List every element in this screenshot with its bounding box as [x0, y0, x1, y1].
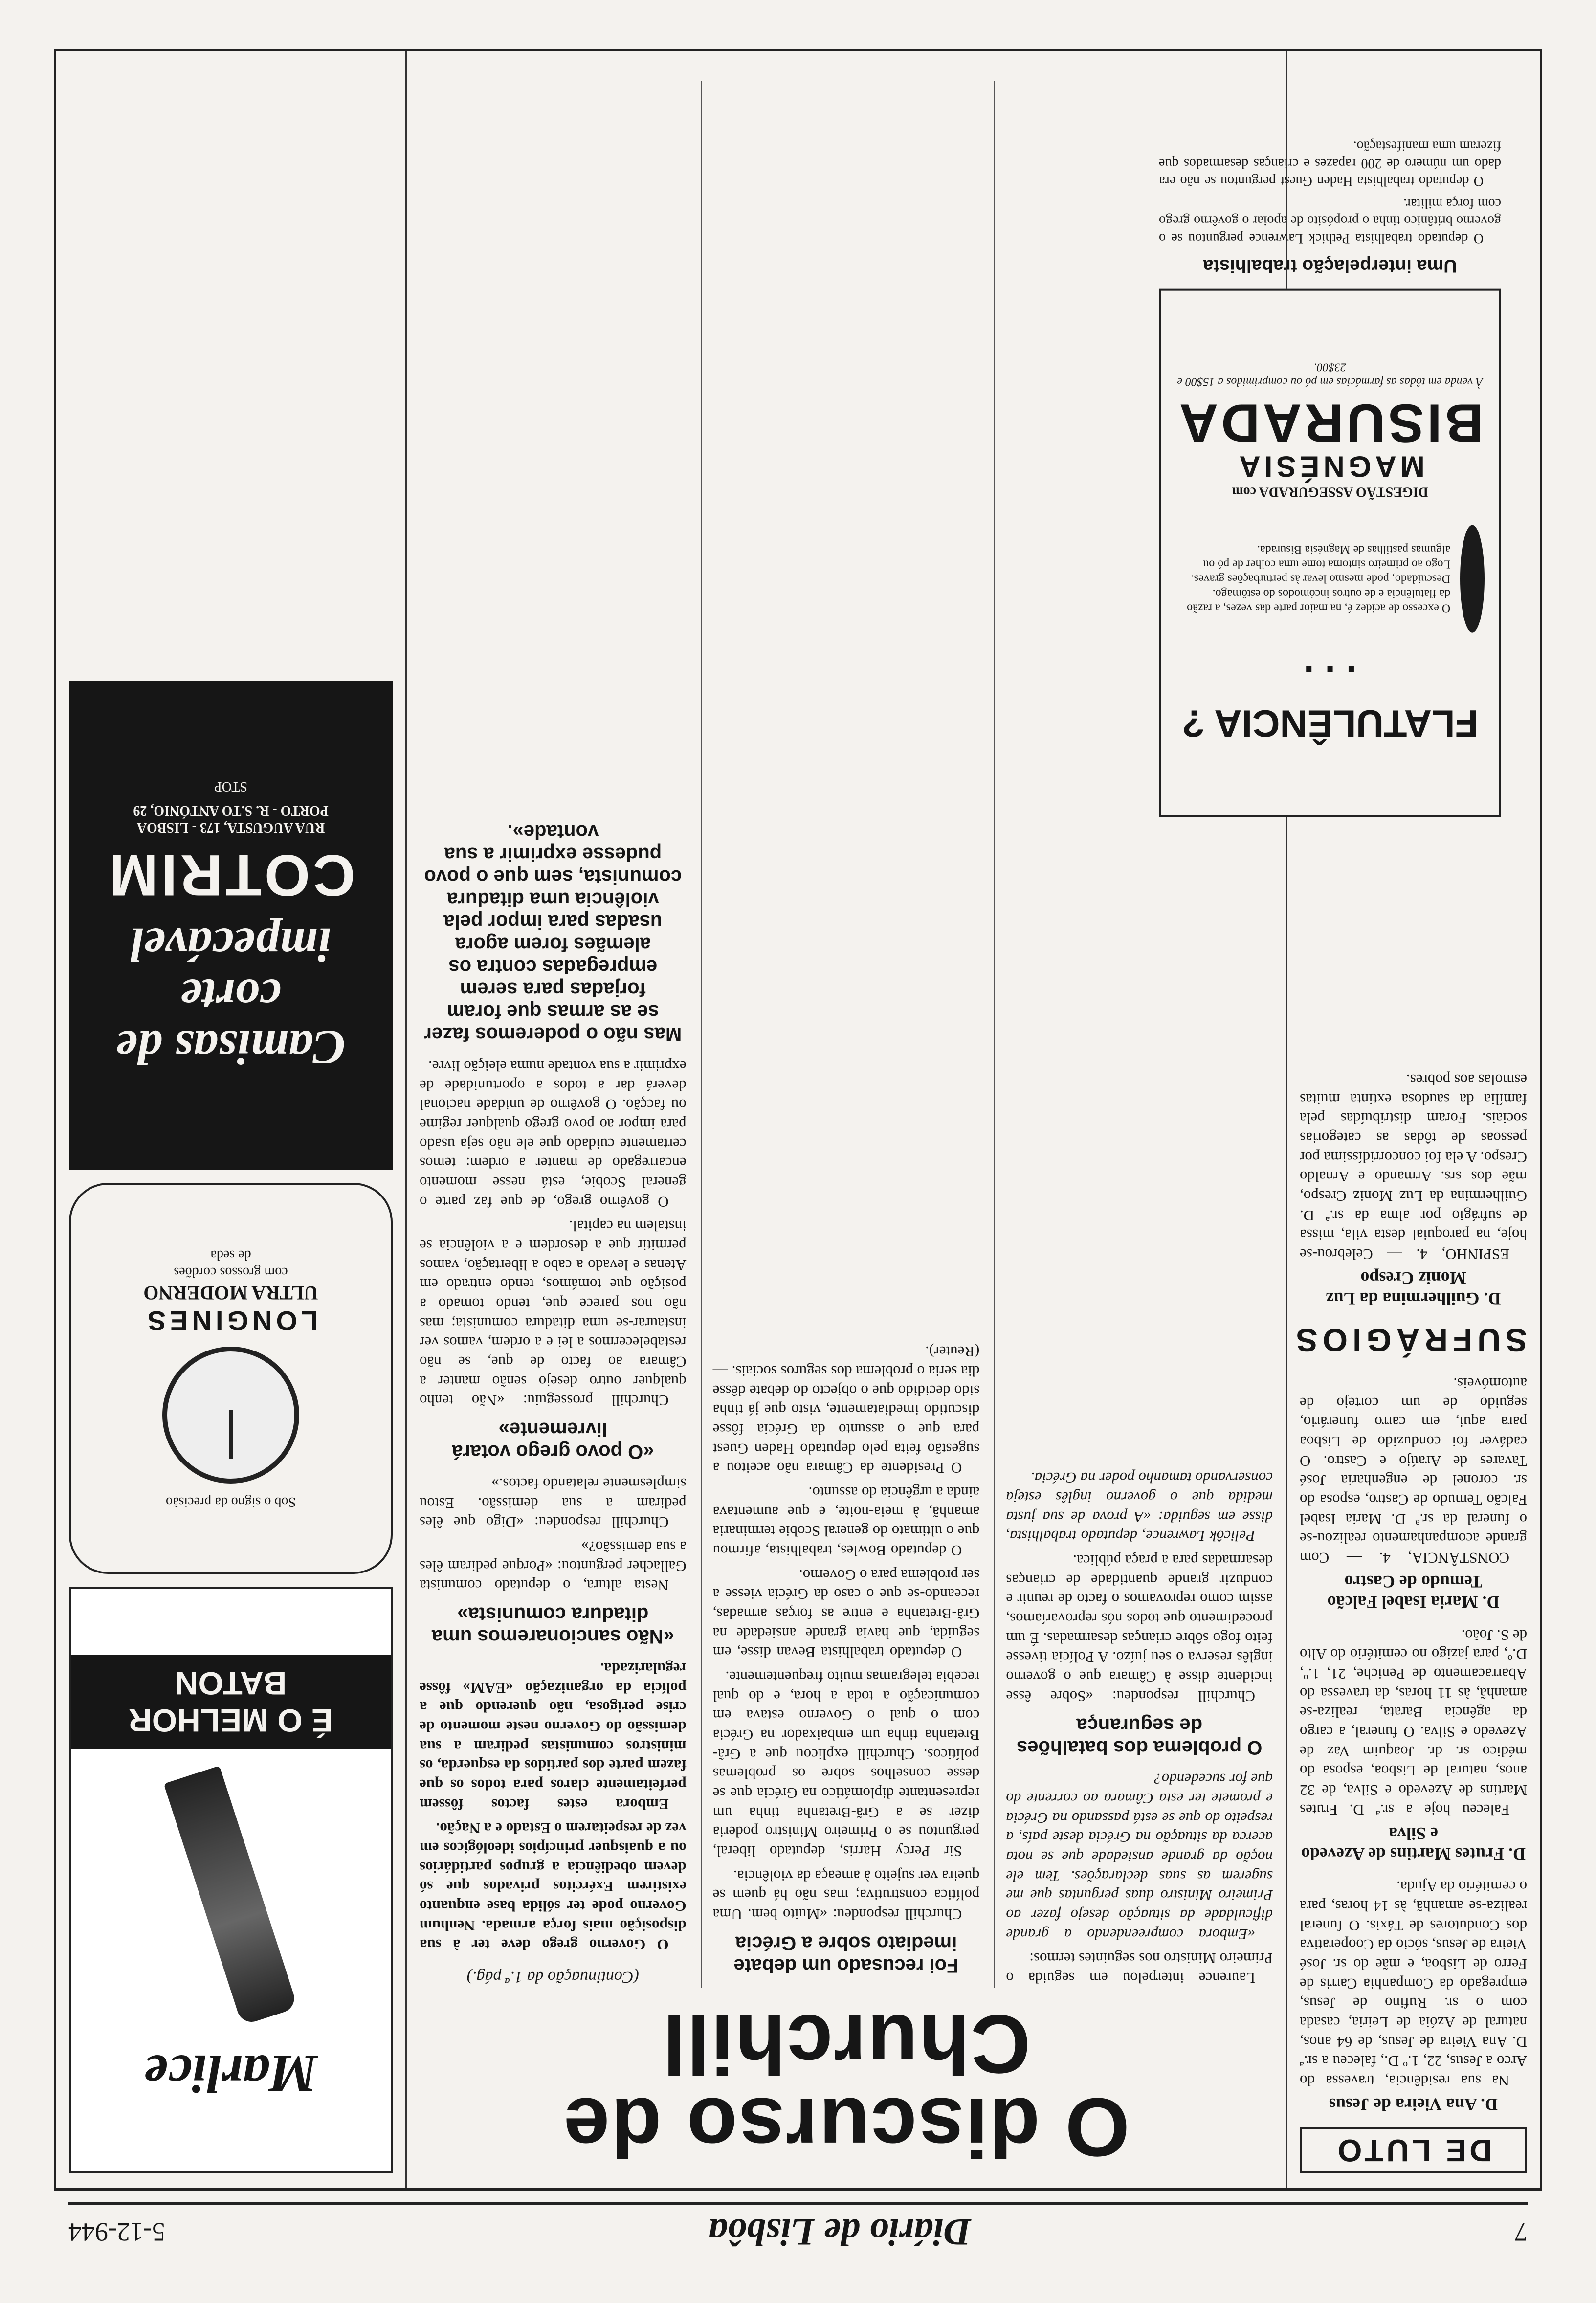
watch-line: de seda — [210, 1247, 251, 1262]
obituary-text: Na sua residência, travessa do Arco a Jesus, 22, 1.º D., faleceu a sr.ª D. Ana Vieira de Jesus, de 64 anos, natural de Azóia de Leiria, casada com o sr. Rufino de Jesus, empregado da Companhia Carris de Ferro de Lisboa, e mãe do sr. José Vieira de Jesus, sócio da Cooperativa dos Condutores de Táxis. O funeral realiza-se amanhã, às 14 horas, para o cemitério da Ajuda. — [1300, 1878, 1527, 2089]
watch-ad — [69, 1183, 393, 1574]
page-number: 7 — [1514, 2217, 1528, 2247]
article-subheading: Mas não o poderemos fazer se as armas que foram forjadas para serem empregadas contra os alemães forem agora usadas para impor pela violência uma ditadura comunista, sem que o povo pudesse exprimir a sua vontade». — [424, 821, 682, 1045]
cotrim-address: RUA AUGUSTA, 173 - LISBOA — [136, 820, 325, 835]
flatulence-block — [1159, 132, 1501, 817]
cotrim-address: PORTO - R. S.TO ANTÓNIO, 29 — [133, 803, 329, 818]
article-paragraph: O Presidente da Câmara não aceitou a sugestão feita pelo deputado Haden Guest para que o assunto da Grécia fôsse discutido imediatamente, visto que já tinha sido decidido que o objecto do debate dêsse dia seria o problema dos seguros sociais. — (Reuter). — [712, 1343, 980, 1477]
obituary-text: Faleceu hoje a sr.ª D. Frutes Martins de Azevedo e Silva, de 32 anos, natural de Lisboa, esposa do médico sr. dr. Joaquim Vaz de Azevedo e Silva. O funeral, a cargo da agência Barata, realiza-se amanhã, às 11 horas, da travessa do Abarracamento de Peniche, 21, 1.º, D.º, para jazigo no cemitério do Alto de S. João. — [1300, 1626, 1527, 1818]
article-paragraph: O govêrno grego, de que faz parte o general Scobie, está nesse momento encarregado de manter a ordem: temos certamente cuidado que ele não seja usado para impor ao povo grego qualquer regime ou facção. O govêrno de unidade nacional deverá dar a todos a oportunidade de exprimir a sua vontade numa eleição livre. — [419, 1057, 687, 1211]
article-paragraph: Churchill respondeu: «Digo que êles pediram a sua demissão. Estou simplesmente relatando factos.» — [419, 1475, 687, 1531]
brand-name: BISURADA — [1176, 393, 1484, 453]
article-paragraph: Churchill respondeu: «Sobre êsse incidente disse à Câmara que o governo inglês reserva o seu juízo. A Polícia tivesse feito fogo sôbre crianças desarmadas. É um procedimento que todos nós reprovaríamos, assim como reprovamos o facto de reunir e conduzir grande quantidade de crianças desarmadas para a praça pública. — [1006, 1551, 1273, 1705]
obituary-name: D. Ana Vieira de Jesus — [1329, 2095, 1498, 2114]
newspaper-title: Diário de Lisbôa — [708, 2211, 972, 2254]
watch-tagline: Sob o signo da precisão — [166, 1494, 296, 1509]
cotrim-slogan: Camisas de corte impecável — [116, 918, 346, 1075]
continuation-note: (Continuação da 1.ª pág.) — [466, 1968, 639, 1986]
lipstick-brand: Marlice — [144, 2044, 318, 2104]
watch-line: com grossos cordões — [174, 1264, 288, 1280]
flatulence-tag: DIGESTÃO ASSEGURADA com — [1232, 484, 1428, 500]
article-paragraph: O deputado Bowles, trabalhista, afirmou que o ultimato do general Scobie terminaria amanhã, à meia-noite, e que aumentava ainda a urgência do assunto. — [712, 1484, 980, 1559]
brand-top: MAGNÉSIA — [1235, 450, 1425, 483]
article-paragraph: «Embora compreendendo a grande dificuldade da situação desejo fazer ao Primeiro Ministro duas perguntas que me sugerem as suas declarações. Tem ele noção da grande ansiedade que se nota acerca da situação na Grécia deste país, a respeito do que se está passando na Grécia e promete ter esta Câmara ao corrente do que for sucedendo? — [1006, 1771, 1273, 1943]
article-subheading: «Não sancionaremos uma ditadura comunista» — [431, 1603, 674, 1648]
article-paragraph: O Governo grego deve ter à sua disposição mais força armada. Nenhum Governo pode ter sólida base enquanto existirem Exércitos privados que só devem obediência a grupos partidários ou a quaisquer princípios ideológicos em vez de respeitarem o Estado e a Nação. — [419, 1820, 687, 1954]
article-paragraph: Embora estes factos fôssem perfeitamente claros para todos os que fazem parte dos partidos da esquerda, os ministros comunistas pediram a sua demissão do Governo neste momento de crise perigosa, não querendo que a polícia da organização «EAM» fôsse regularizada. — [419, 1660, 687, 1813]
masthead — [68, 2202, 1528, 2259]
interpelation-heading: Uma interpelação trabalhista — [1203, 255, 1457, 276]
article-column-3 — [420, 81, 687, 1988]
watch-icon — [162, 1347, 299, 1484]
article-subheading: «O povo grego votará livremente» — [452, 1418, 654, 1463]
suffrage-name: D. Guilhermina da Luz Moniz Crespo — [1326, 1268, 1501, 1309]
article-paragraph: O deputado trabalhista Bevan disse, em seguida, que havia grande ansiedade na Grã-Bretanha e entre as forças armadas, receando-se que o caso da Grécia viesse a ser problema para o Governo. — [712, 1566, 980, 1661]
silhouette-illustration — [1460, 525, 1485, 633]
obituaries-heading: DE LUTO — [1300, 2127, 1527, 2173]
article-paragraph: Churchill prosseguiu: «Não tenho qualquer outro desejo senão manter a Câmara ao facto de que, se não restabelecermos a lei e a ordem, vamos ver instaurar-se uma ditadura comunista; mas não nos parece que, tendo tomado a posição que tomámos, tendo entrado em Atenas e levado a cabo a libertação, vamos permitir que a desordem e a violência se instalem na capital. — [419, 1218, 687, 1410]
lipstick-illustration — [164, 1766, 298, 2026]
suffrage-text: ESPINHO, 4. — Celebrou-se hoje, na paroquial desta vila, missa de sufrágio por alma da sr.ª D. Guilhermina da Luz Moniz Crespo, mãe dos srs. Armando e Arnaldo Crespo. A ela foi concorridíssima por pessoas de tôdas as categorias sociais. Foram distribuídas pela família da saudosa extinta muitas esmolas aos pobres. — [1300, 1071, 1527, 1263]
article-paragraph: Sir Percy Harris, deputado liberal, perguntou se o Primeiro Ministro poderia dizer se a Grã-Bretanha tinha um representante diplomático na Grécia que se desse conselhos sobre os problemas políticos. Churchill explicou que a Grã-Bretanha tinha um embaixador na Grécia com o qual o Governo estava em comunicação a toda a hora, e do qual recebia telegramas muito frequentemente. — [712, 1668, 980, 1860]
article-column-2 — [701, 81, 980, 1988]
obituary-name: D. Frutes Martins de Azevedo e Silva — [1301, 1823, 1526, 1864]
lipstick-ad — [69, 1587, 393, 2173]
lipstick-slogan: É O MELHOR BATON — [71, 1656, 391, 1749]
obituary-name: D. Maria Isabel Falcão Temudo de Castro — [1327, 1572, 1500, 1612]
article-headline: O discurso de Churchill — [562, 1997, 1130, 2173]
article-paragraph: Laurence interpelou em seguida o Primeiro Ministro nos seguintes termos: — [1006, 1950, 1273, 1987]
cotrim-ad — [69, 681, 393, 1170]
article-subheading: Foi recusado um debate imediato sobre a Grécia — [733, 1932, 959, 1976]
article-subheading: O problema dos batalhões de segurança — [1017, 1714, 1263, 1758]
issue-date: 5-12-944 — [68, 2217, 165, 2247]
main-article — [405, 51, 1286, 2188]
cotrim-brand: COTRIM — [106, 842, 355, 908]
obituary-text: CONSTÂNCIA, 4. — Com grande acompanhamento realizou-se o funeral da sr.ª D. Maria Isabel Falcão Temudo de Castro, esposa do sr. coronel de engenharia José Tavares de Araújo e Castro. O cadáver foi conduzido de Lisboa para aqui, em carro funerário, seguido de um cortejo de automóveis. — [1300, 1374, 1527, 1567]
article-paragraph: Pelicôk Lawrence, deputado trabalhista, disse em seguida: «A prova de sua justa medida que o governo inglês esteja conservando tamanho poder na Grécia. — [1006, 1469, 1273, 1545]
flatulence-body: O excesso de acidez é, na maior parte das vezes, a razão da flatulência e de outros incómodos do estômago. Descuidado, pode mesmo levar às perturbações graves. Logo ao primeiro sintoma tome uma colher de pó ou algumas pastilhas de Magnésia Bisurada. — [1187, 543, 1451, 615]
cotrim-stop: STOP — [214, 779, 247, 794]
article-paragraph: Nesta altura, o deputado comunista Gallacher perguntou: «Porque pediram êles a sua demissão?» — [419, 1538, 687, 1594]
watch-line: ULTRA MODERNO — [143, 1282, 318, 1304]
suffrage-heading: SUFRÁGIOS — [1291, 1322, 1527, 1359]
flatulence-ad — [1159, 289, 1501, 817]
interpelation-paragraph: O deputado trabalhista Haden Guest perguntou se não era dado um número de 200 rapazes e crianças desarmados que fizeram uma manifestação. — [1159, 138, 1501, 189]
article-paragraph: Churchill respondeu: «Muito bem. Uma política construtiva; mas não há quem se queira ver sujeito à ameaça da violência. — [712, 1867, 980, 1923]
price-note: À venda em tôdas as farmácias em pó ou comprimidos a 15$00 e 23$00. — [1177, 360, 1483, 388]
ads-column — [56, 51, 405, 2188]
flatulence-title: FLATULÊNCIA ? . . . — [1181, 658, 1479, 746]
watch-brand: LONGINES — [143, 1306, 318, 1336]
interpelation-paragraph: O deputado trabalhista Pethick Lawrence perguntou se o governo britânico tinha o propósito de apoiar o govêrno grego com força militar. — [1159, 196, 1501, 246]
